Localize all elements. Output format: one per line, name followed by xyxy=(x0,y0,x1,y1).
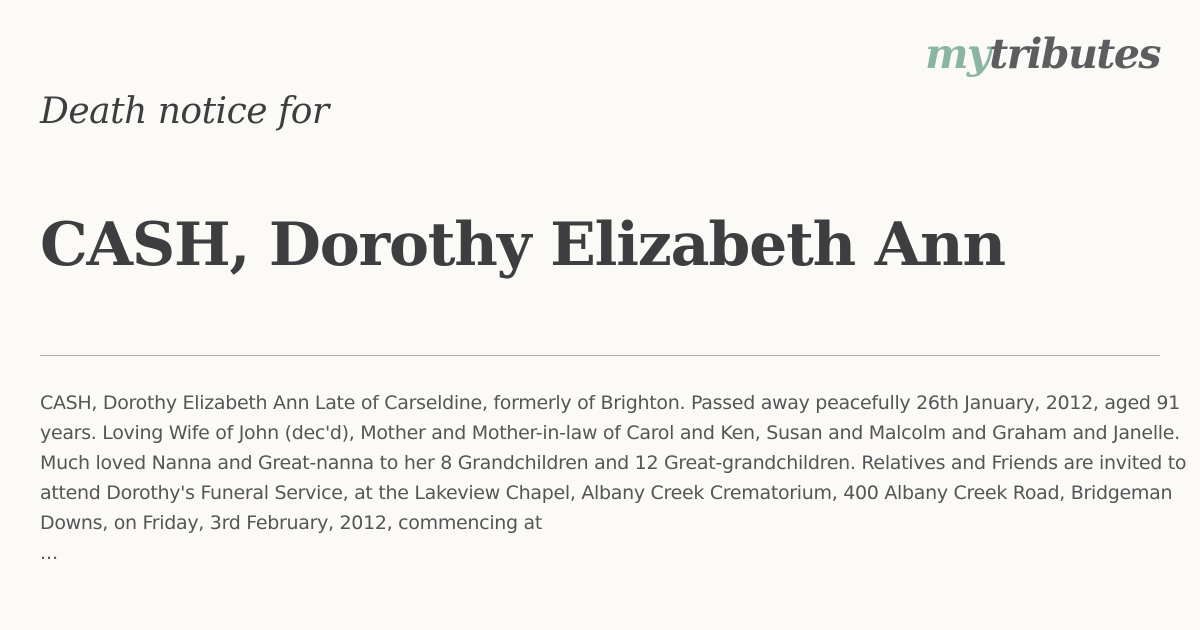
logo-my: my xyxy=(925,30,990,78)
notice-ellipsis: ... xyxy=(40,542,59,564)
deceased-name: CASH, Dorothy Elizabeth Ann xyxy=(40,210,1005,280)
notice-kicker: Death notice for xyxy=(40,91,329,132)
mytributes-logo[interactable] xyxy=(925,30,1160,78)
divider xyxy=(40,355,1160,356)
notice-text: CASH, Dorothy Elizabeth Ann Late of Carseldine, formerly of Brighton. Passed away peacefully 26th January, 2012, aged 91 years. Loving Wife of John (dec'd), Mother and Mother-in-law of Carol and Ken, Susan and Malcolm and Graham and Janelle. Much loved Nanna and Great-nanna to her 8 Grandchildren and 12 Great-grandchildren. Relatives and Friends are invited to attend Dorothy's Funeral Service, at the Lakeview Chapel, Albany Creek Crematorium, 400 Albany Creek Road, Bridgeman Downs, on Friday, 3rd February, 2012, commencing at xyxy=(40,392,1187,534)
logo-tributes: tributes xyxy=(989,30,1160,78)
notice-body xyxy=(40,388,1200,538)
